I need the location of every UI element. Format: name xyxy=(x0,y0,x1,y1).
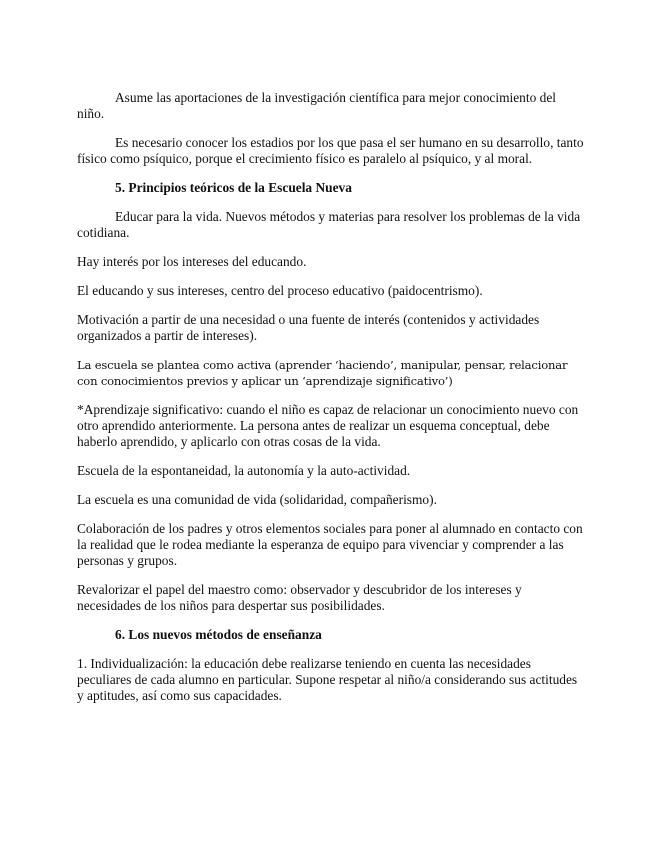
paragraph-research: Asume las aportaciones de la investigación científica para mejor conocimiento del niño. xyxy=(77,90,556,121)
paragraph-individualization: 1. Individualización: la educación debe realizarse teniendo en cuenta las necesidades peculiares de cada alumno en particular. Supone respetar al niño/a considerando sus actitudes y aptitudes, así como sus capacidades. xyxy=(77,656,578,703)
paragraph-parents-collaboration: Colaboración de los padres y otros elementos sociales para poner al alumnado en contacto con la realidad que le rodea mediante la esperanza de equipo para vivenciar y comprender a las personas y grupos. xyxy=(77,521,583,568)
paragraph-development-stages: Es necesario conocer los estadios por los que pasa el ser humano en su desarrollo, tanto físico como psíquico, porque el crecimiento físico es paralelo al psíquico, y al moral. xyxy=(77,135,584,166)
paragraph-teacher-role: Revalorizar el papel del maestro como: observador y descubridor de los intereses y necesidades de los niños para despertar sus posibilidades. xyxy=(77,582,522,613)
paragraph-community: La escuela es una comunidad de vida (solidaridad, compañerismo). xyxy=(77,492,437,507)
paragraph-spontaneity: Escuela de la espontaneidad, la autonomía y la auto-actividad. xyxy=(77,463,411,478)
paragraph-educate-for-life: Educar para la vida. Nuevos métodos y materias para resolver los problemas de la vida cotidiana. xyxy=(77,209,581,240)
section-heading-6: 6. Los nuevos métodos de enseñanza xyxy=(115,627,322,642)
paragraph-interest: Hay interés por los intereses del educando. xyxy=(77,254,307,269)
document-page xyxy=(77,90,585,717)
paragraph-meaningful-learning: *Aprendizaje significativo: cuando el niño es capaz de relacionar un conocimiento nuevo con otro aprendido anteriormente. La persona antes de realizar un esquema conceptual, debe haberlo aprendido, y aplicarlo con otras cosas de la vida. xyxy=(77,402,579,449)
paragraph-paidocentrism: El educando y sus intereses, centro del proceso educativo (paidocentrismo). xyxy=(77,283,483,298)
paragraph-active-school: La escuela se plantea como activa (aprender ‘haciendo’, manipular, pensar, relacionar con conocimientos previos y aplicar un ‘aprendizaje significativo’) xyxy=(77,358,568,388)
paragraph-motivation: Motivación a partir de una necesidad o una fuente de interés (contenidos y actividades organizados a partir de intereses). xyxy=(77,312,540,343)
section-heading-5: 5. Principios teóricos de la Escuela Nueva xyxy=(115,180,352,195)
